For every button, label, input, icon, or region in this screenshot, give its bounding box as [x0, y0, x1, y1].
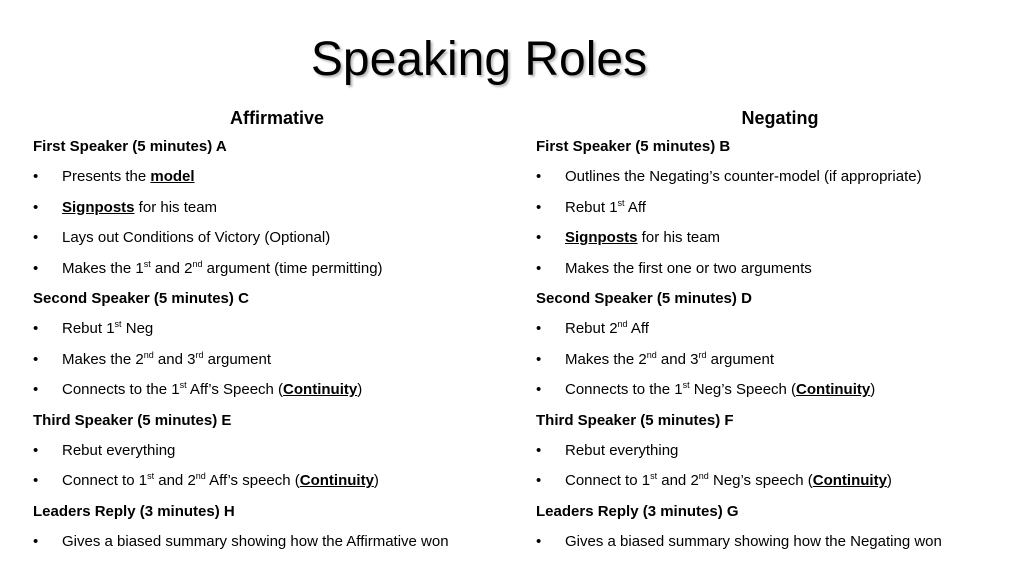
bullet-text: [62, 351, 271, 368]
speaker-section: [536, 132, 1006, 284]
text-segment: ): [870, 381, 876, 399]
text-segment: Connect to 1: [565, 472, 651, 490]
text-segment: Aff: [624, 198, 646, 216]
text-segment: Aff’s speech (: [205, 472, 300, 490]
text-segment: Connect to 1: [62, 472, 148, 490]
text-segment: Neg’s Speech (: [689, 381, 797, 399]
ordinal-suffix: nd: [143, 349, 154, 360]
speaker-heading: Third Speaker (5 minutes) E: [33, 411, 232, 429]
column-heading: Affirmative: [229, 108, 325, 128]
column-heading: Negating: [741, 108, 819, 128]
text-segment: Outlines the Negating’s counter-model (if appropriate): [565, 168, 922, 186]
bullet-glyph: •: [536, 229, 542, 247]
speaker-section: [33, 284, 503, 406]
bullet-text: [565, 472, 892, 489]
bullet-text: [565, 168, 922, 185]
text-segment: argument: [706, 350, 775, 368]
text-segment: Gives a biased summary showing how the Affirmative won: [62, 533, 449, 551]
bullet-item: [33, 466, 503, 496]
bullet-glyph: •: [33, 229, 39, 247]
speaker-heading: First Speaker (5 minutes) A: [33, 138, 227, 155]
bullet-item: [33, 314, 503, 344]
bullet-item: [33, 436, 503, 466]
bullet-text: [62, 199, 217, 216]
bullet-text: [565, 533, 942, 550]
speaker-sections: [536, 132, 1006, 557]
bullet-glyph: •: [536, 441, 542, 459]
emphasized-term: model: [150, 168, 195, 186]
speaker-section: [33, 406, 503, 497]
bullet-glyph: •: [536, 320, 542, 338]
ordinal-suffix: st: [147, 471, 155, 482]
bullet-glyph: •: [33, 472, 39, 490]
bullet-item: [33, 162, 503, 192]
text-segment: ): [886, 472, 892, 490]
emphasized-term: Continuity: [299, 472, 374, 490]
text-segment: Rebut everything: [565, 441, 679, 459]
speaker-section: [536, 284, 1006, 406]
speaker-heading: Third Speaker (5 minutes) F: [536, 411, 734, 429]
bullet-glyph: •: [33, 320, 39, 338]
emphasized-term: Continuity: [283, 381, 358, 399]
text-segment: and 2: [657, 472, 699, 490]
text-segment: Neg: [121, 320, 154, 338]
speaker-sections: [33, 132, 503, 557]
bullet-text: [62, 320, 153, 337]
speaker-section: [536, 497, 1006, 558]
bullet-item: [33, 527, 503, 557]
bullet-item: [33, 193, 503, 223]
emphasized-term: Signposts: [565, 229, 638, 247]
ordinal-suffix: nd: [646, 349, 657, 360]
text-segment: Aff’s Speech (: [186, 381, 284, 399]
speaker-section: [536, 406, 1006, 497]
text-segment: Neg’s speech (: [708, 472, 813, 490]
bullet-item: [536, 162, 1006, 192]
text-segment: Makes the 1: [62, 259, 144, 277]
bullet-item: [536, 314, 1006, 344]
text-segment: and 3: [656, 350, 699, 368]
bullet-glyph: •: [536, 168, 542, 186]
bullet-item: [536, 254, 1006, 284]
text-segment: and 2: [154, 472, 196, 490]
bullet-glyph: •: [33, 350, 39, 368]
ordinal-suffix: rd: [195, 349, 204, 360]
bullet-item: [536, 436, 1006, 466]
text-segment: Rebut 1: [62, 320, 115, 338]
text-segment: argument (time permitting): [202, 259, 383, 277]
ordinal-suffix: nd: [195, 471, 206, 482]
bullet-text: [62, 442, 175, 459]
bullet-text: [565, 442, 678, 459]
text-segment: Lays out Conditions of Victory (Optional): [62, 229, 331, 247]
bullet-glyph: •: [33, 198, 39, 216]
bullet-item: [536, 527, 1006, 557]
speaker-heading: Second Speaker (5 minutes) D: [536, 289, 752, 307]
text-segment: Makes the 2: [62, 350, 144, 368]
speaker-heading: Leaders Reply (3 minutes) G: [536, 502, 739, 520]
text-segment: Aff: [627, 320, 649, 338]
text-segment: Rebut 1: [565, 198, 618, 216]
speaker-section: [33, 132, 503, 284]
text-segment: and 2: [150, 259, 193, 277]
bullet-text: [62, 260, 383, 277]
bullet-glyph: •: [536, 472, 542, 490]
bullet-text: [62, 229, 330, 246]
bullet-glyph: •: [536, 533, 542, 551]
bullet-glyph: •: [33, 441, 39, 459]
bullet-text: [62, 533, 449, 550]
bullet-glyph: •: [33, 259, 39, 277]
bullet-item: [536, 375, 1006, 405]
bullet-text: [565, 260, 812, 277]
speaker-heading: Second Speaker (5 minutes) C: [33, 289, 249, 307]
negating-column: [536, 104, 1006, 557]
text-segment: for his team: [134, 198, 218, 216]
speaker-section: [33, 497, 503, 558]
bullet-text: [62, 168, 195, 185]
text-segment: and 3: [153, 350, 196, 368]
text-segment: Rebut everything: [62, 441, 176, 459]
ordinal-suffix: st: [179, 380, 187, 391]
emphasized-term: Continuity: [812, 472, 887, 490]
ordinal-suffix: st: [143, 258, 151, 269]
text-segment: Presents the: [62, 168, 151, 186]
bullet-text: [565, 381, 875, 398]
bullet-item: [33, 375, 503, 405]
bullet-glyph: •: [33, 168, 39, 186]
bullet-glyph: •: [536, 350, 542, 368]
text-segment: argument: [203, 350, 272, 368]
bullet-text: [62, 381, 362, 398]
ordinal-suffix: nd: [698, 471, 709, 482]
text-segment: Connects to the 1: [62, 381, 180, 399]
text-segment: Connects to the 1: [565, 381, 683, 399]
ordinal-suffix: st: [682, 380, 690, 391]
text-segment: ): [373, 472, 379, 490]
ordinal-suffix: rd: [698, 349, 707, 360]
bullet-item: [536, 193, 1006, 223]
bullet-item: [33, 223, 503, 253]
bullet-item: [33, 254, 503, 284]
bullet-item: [536, 345, 1006, 375]
bullet-text: [565, 320, 649, 337]
bullet-glyph: •: [536, 381, 542, 399]
emphasized-term: Continuity: [796, 381, 871, 399]
ordinal-suffix: st: [650, 471, 658, 482]
bullet-item: [536, 223, 1006, 253]
bullet-item: [536, 466, 1006, 496]
bullet-text: [565, 199, 646, 216]
bullet-item: [33, 345, 503, 375]
ordinal-suffix: st: [114, 319, 122, 330]
text-segment: Rebut 2: [565, 320, 618, 338]
ordinal-suffix: st: [617, 197, 625, 208]
text-segment: Makes the first one or two arguments: [565, 259, 812, 277]
text-segment: for his team: [637, 229, 721, 247]
ordinal-suffix: nd: [617, 319, 628, 330]
text-segment: Gives a biased summary showing how the Negating won: [565, 533, 942, 551]
bullet-glyph: •: [536, 198, 542, 216]
speaker-heading: First Speaker (5 minutes) B: [536, 138, 731, 155]
bullet-glyph: •: [33, 533, 39, 551]
affirmative-column: [33, 104, 503, 557]
speaker-heading: Leaders Reply (3 minutes) H: [33, 502, 235, 520]
bullet-glyph: •: [536, 259, 542, 277]
text-segment: Makes the 2: [565, 350, 647, 368]
slide-title: Speaking Roles: [310, 33, 648, 86]
ordinal-suffix: nd: [192, 258, 203, 269]
emphasized-term: Signposts: [62, 198, 135, 216]
bullet-glyph: •: [33, 381, 39, 399]
bullet-text: [565, 351, 774, 368]
text-segment: ): [357, 381, 363, 399]
bullet-text: [565, 229, 720, 246]
bullet-text: [62, 472, 379, 489]
